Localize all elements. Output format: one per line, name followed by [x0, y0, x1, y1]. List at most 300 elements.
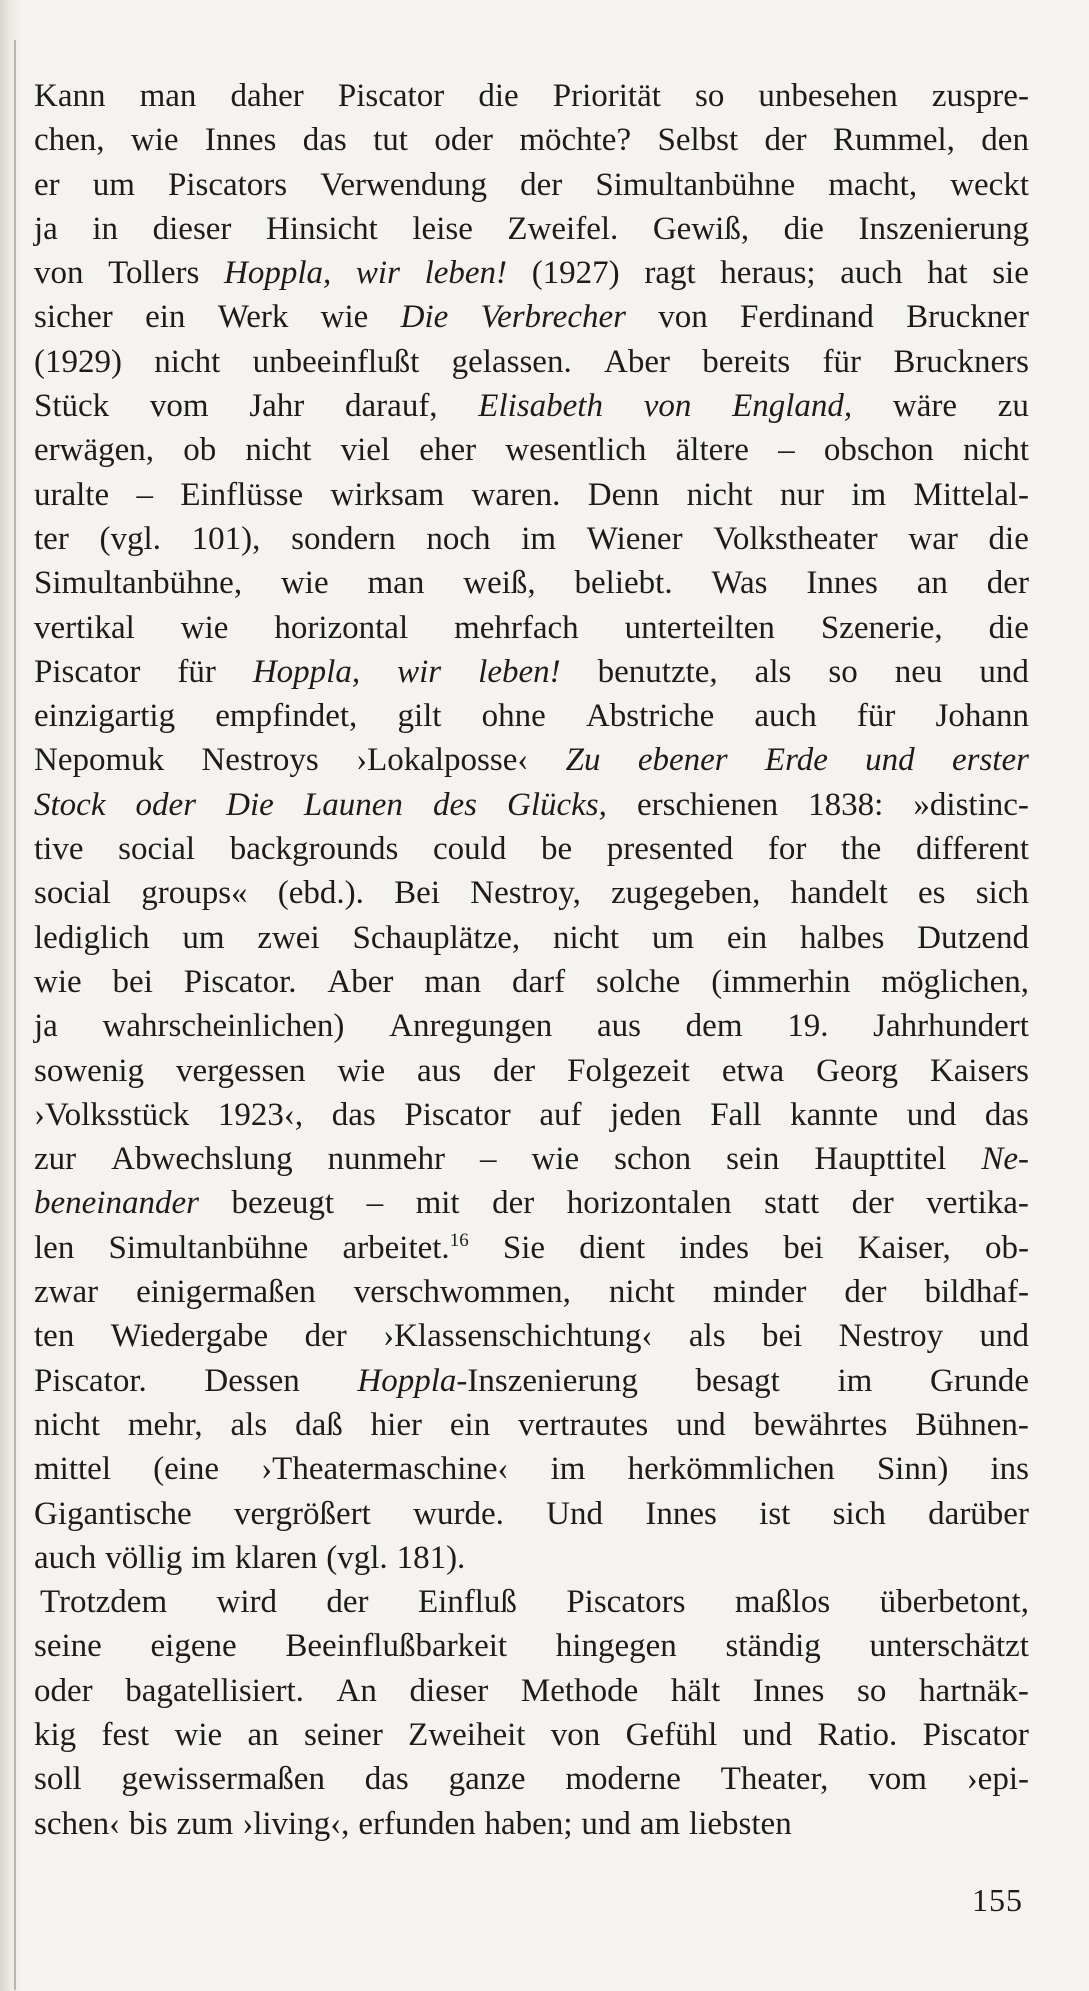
word	[34, 1093, 189, 1137]
word	[383, 1314, 652, 1358]
text-line	[34, 916, 1029, 960]
word	[928, 1492, 1029, 1536]
word	[553, 74, 661, 118]
text-fragment: sie	[992, 255, 1029, 292]
text-fragment: bis	[129, 1805, 168, 1842]
text-fragment: ohne	[481, 698, 546, 735]
word	[711, 561, 767, 605]
text-fragment: oder	[34, 1672, 93, 1709]
text-fragment: um	[182, 919, 225, 956]
text-fragment: Priorität	[552, 78, 661, 114]
text-fragment: Bei	[394, 875, 440, 912]
text-fragment: vertika-	[926, 1185, 1029, 1222]
italic-text: Glücks,	[507, 786, 607, 823]
word	[231, 74, 304, 118]
word	[242, 1802, 349, 1846]
word	[249, 384, 304, 428]
text-fragment: wie	[130, 122, 179, 159]
italic-text: Launen	[303, 786, 403, 823]
word	[304, 1713, 383, 1757]
text-fragment: erschienen	[636, 786, 779, 823]
word	[873, 1004, 1029, 1048]
word	[586, 694, 714, 738]
word	[893, 384, 957, 428]
text-fragment: Tollers	[108, 255, 200, 292]
word	[519, 118, 631, 162]
word	[412, 207, 472, 251]
italic-text: wir	[355, 255, 400, 292]
word	[579, 1226, 645, 1270]
text-fragment: bagatellisiert.	[125, 1672, 304, 1709]
text-fragment: An	[336, 1672, 377, 1709]
italic-text: beneinander	[34, 1185, 199, 1222]
text-line	[34, 1359, 1029, 1403]
word	[720, 251, 815, 295]
word	[711, 960, 850, 1004]
text-line	[34, 517, 1029, 561]
word	[915, 1403, 1029, 1447]
word	[305, 1314, 347, 1358]
word	[808, 783, 883, 827]
italic-text: Ne-	[981, 1141, 1029, 1178]
text-fragment: Simultanbühne,	[34, 565, 243, 602]
text-line	[34, 1093, 1029, 1137]
text-fragment: darf	[511, 963, 566, 1000]
word	[326, 1580, 368, 1624]
text-fragment: Piscators	[566, 1584, 686, 1621]
word	[433, 783, 477, 827]
word	[918, 871, 946, 915]
word	[908, 517, 957, 561]
text-fragment: Theater,	[720, 1761, 829, 1798]
word	[34, 960, 82, 1004]
text-fragment: von	[550, 1716, 601, 1753]
word	[418, 1580, 517, 1624]
text-fragment: »distinc-	[913, 786, 1029, 823]
text-fragment: Mittelal-	[913, 476, 1029, 513]
text-fragment: für	[177, 653, 216, 690]
text-fragment: den	[981, 122, 1029, 159]
word	[870, 1624, 1029, 1668]
text-fragment: wesentlich	[505, 432, 647, 469]
text-fragment: das	[302, 122, 347, 159]
text-fragment: wie	[174, 1716, 223, 1753]
word	[454, 606, 579, 650]
italic-text: leben!	[478, 653, 561, 690]
text-line	[34, 1004, 1029, 1048]
text-fragment: ten	[34, 1318, 75, 1355]
word	[261, 1447, 508, 1491]
text-fragment: Piscator.	[183, 963, 297, 1000]
word	[274, 606, 408, 650]
word	[722, 1049, 784, 1093]
text-line	[34, 1137, 1029, 1181]
text-fragment: hält	[670, 1672, 721, 1709]
text-fragment: nicht	[245, 432, 312, 469]
text-fragment: sich	[975, 875, 1029, 912]
text-fragment: eigene	[150, 1628, 237, 1665]
text-fragment: vergrößert	[233, 1495, 371, 1532]
text-fragment: Gewiß,	[652, 210, 750, 247]
word	[817, 1713, 897, 1757]
word	[34, 1713, 76, 1757]
text-fragment: waren.	[471, 476, 561, 513]
word	[34, 517, 69, 561]
word	[917, 916, 1029, 960]
text-fragment: als	[754, 653, 792, 690]
text-fragment: 101),	[191, 520, 261, 557]
text-fragment: auch	[34, 1539, 97, 1576]
word	[150, 384, 209, 428]
word	[34, 251, 84, 295]
word	[556, 1624, 677, 1668]
text-fragment: bildhaf-	[924, 1274, 1029, 1311]
word	[597, 1004, 641, 1048]
word	[154, 340, 220, 384]
word	[321, 295, 369, 339]
word	[452, 340, 572, 384]
text-fragment: Johann	[935, 698, 1029, 735]
text-fragment: –	[366, 1185, 384, 1222]
text-fragment: nicht	[686, 476, 753, 513]
text-fragment: ganze	[448, 1761, 526, 1798]
text-fragment: für	[822, 343, 862, 380]
text-fragment: auch	[840, 255, 903, 292]
word	[136, 473, 153, 517]
word	[505, 428, 646, 472]
text-fragment: wie	[337, 1052, 386, 1089]
text-fragment: weiß,	[463, 565, 536, 602]
text-fragment: erwägen,	[34, 432, 155, 469]
text-fragment: als	[230, 1406, 268, 1443]
text-fragment: Simultanbühne	[595, 166, 796, 203]
text-fragment: die	[988, 520, 1029, 557]
text-fragment: Anregungen	[389, 1008, 553, 1045]
italic-text: Hoppla,	[252, 653, 361, 690]
word	[906, 295, 1029, 339]
word	[721, 1757, 829, 1801]
word	[34, 473, 109, 517]
text-fragment: ter	[34, 520, 69, 557]
text-fragment: indes	[679, 1229, 750, 1266]
word	[980, 1314, 1030, 1358]
text-fragment: wie	[180, 609, 229, 646]
word	[136, 1270, 316, 1314]
text-fragment: kig	[34, 1716, 77, 1753]
text-line	[34, 1181, 1029, 1225]
text-fragment: ständig	[725, 1628, 821, 1665]
text-fragment: klaren	[234, 1539, 318, 1576]
word	[725, 1624, 820, 1668]
word	[566, 1580, 685, 1624]
word	[93, 163, 135, 207]
word	[480, 1137, 497, 1181]
text-fragment: (eine	[153, 1451, 220, 1488]
word	[840, 251, 902, 295]
word	[183, 428, 216, 472]
word	[596, 960, 680, 1004]
text-fragment: chen,	[34, 122, 105, 159]
word	[257, 916, 319, 960]
text-fragment: Abstriche	[585, 698, 715, 735]
word	[695, 74, 724, 118]
binding-gutter	[0, 0, 22, 1991]
word	[478, 384, 603, 428]
text-fragment: leise	[412, 210, 473, 247]
text-fragment: mehr,	[127, 1406, 203, 1443]
text-fragment: Dutzend	[917, 919, 1029, 956]
text-fragment: schon	[614, 1141, 692, 1178]
text-fragment: Kaiser,	[857, 1229, 951, 1266]
word	[967, 1757, 1029, 1801]
word	[367, 1181, 384, 1225]
word	[917, 561, 948, 605]
text-fragment: nicht	[553, 919, 619, 956]
word	[34, 1137, 76, 1181]
text-fragment: (immerhin	[711, 963, 851, 1000]
text-fragment: 19.	[787, 1008, 829, 1045]
word	[253, 650, 360, 694]
text-fragment: ›Lokalposse‹	[356, 742, 529, 779]
word	[113, 960, 153, 1004]
word	[754, 694, 816, 738]
word	[426, 517, 490, 561]
word	[764, 1181, 819, 1225]
word	[567, 1049, 690, 1093]
text-fragment: war	[908, 520, 958, 557]
word	[765, 118, 807, 162]
text-line	[34, 251, 1029, 295]
word	[217, 1580, 278, 1624]
word	[34, 916, 149, 960]
text-fragment: heraus;	[720, 255, 816, 292]
text-fragment: Simultanbühne	[108, 1229, 309, 1266]
text-fragment: (ebd.).	[277, 875, 364, 912]
word	[595, 163, 795, 207]
text-fragment: sicher	[34, 299, 113, 336]
text-fragment: um	[651, 919, 694, 956]
word	[881, 960, 1029, 1004]
word	[735, 1580, 830, 1624]
text-fragment: gelassen.	[451, 343, 572, 380]
text-fragment: the	[841, 831, 882, 868]
word	[566, 738, 601, 782]
word	[201, 738, 318, 782]
text-fragment: could	[433, 831, 507, 868]
italic-text: und	[865, 742, 915, 779]
text-fragment: 181).	[396, 1539, 466, 1576]
word	[587, 517, 683, 561]
word	[987, 561, 1029, 605]
word	[303, 118, 347, 162]
word	[235, 1536, 317, 1580]
text-fragment: ein	[449, 1406, 491, 1443]
text-fragment: backgrounds	[229, 831, 399, 868]
text-fragment: ist	[759, 1495, 791, 1532]
text-fragment: die	[478, 78, 519, 114]
text-line	[34, 1403, 1029, 1447]
text-fragment: unbesehen	[758, 78, 898, 114]
text-fragment: Selbst	[657, 122, 739, 159]
text-fragment: man	[424, 963, 482, 1000]
text-fragment: presented	[606, 831, 734, 868]
text-fragment: zwei	[257, 919, 320, 956]
word	[877, 1447, 949, 1491]
text-fragment: (vgl.	[326, 1539, 388, 1576]
text-fragment: Aber	[604, 343, 670, 380]
word	[998, 384, 1029, 428]
word	[34, 118, 105, 162]
text-line	[34, 1757, 1029, 1801]
text-fragment: der	[493, 1052, 536, 1089]
text-fragment: unterschätzt	[869, 1628, 1029, 1665]
text-fragment: dient	[579, 1229, 646, 1266]
text-fragment: horizontal	[274, 609, 409, 646]
word	[281, 561, 329, 605]
word	[100, 517, 161, 561]
word	[177, 650, 215, 694]
text-fragment: der	[520, 166, 563, 203]
text-fragment: ›Klassenschichtung‹	[383, 1318, 653, 1355]
text-fragment: aus	[596, 1008, 641, 1045]
word	[122, 1757, 325, 1801]
word	[981, 1137, 1029, 1181]
word	[865, 738, 915, 782]
text-fragment: und	[979, 1318, 1029, 1355]
text-fragment: ob-	[984, 1229, 1029, 1266]
word	[611, 871, 760, 915]
word	[337, 1669, 377, 1713]
word	[245, 428, 311, 472]
text-fragment: im	[191, 1539, 226, 1576]
text-fragment: Nestroy,	[470, 875, 581, 912]
word	[518, 1403, 648, 1447]
word	[419, 428, 476, 472]
italic-text: England,	[732, 388, 853, 425]
text-fragment: Bühnen-	[915, 1406, 1029, 1443]
text-fragment: und	[979, 653, 1029, 690]
text-fragment: sowenig	[34, 1052, 144, 1089]
word	[841, 827, 881, 871]
word	[357, 1359, 637, 1403]
text-fragment: liebsten	[689, 1805, 792, 1842]
text-fragment: wurde.	[413, 1495, 504, 1532]
word	[102, 1713, 150, 1757]
text-fragment: wird	[216, 1584, 278, 1621]
text-fragment: im	[550, 1451, 586, 1488]
word	[327, 960, 393, 1004]
word	[151, 1624, 237, 1668]
text-fragment: dieser	[409, 1672, 489, 1709]
word	[687, 473, 753, 517]
text-fragment: unbeeinflußt	[252, 343, 420, 380]
text-fragment: hat	[927, 255, 968, 292]
word	[985, 1093, 1029, 1137]
word	[341, 428, 390, 472]
word	[787, 1004, 828, 1048]
word	[129, 1802, 168, 1846]
text-fragment: Hinsicht	[265, 210, 378, 247]
text-line	[34, 118, 1029, 162]
text-fragment: bereits	[702, 343, 791, 380]
text-fragment: man	[367, 565, 425, 602]
word	[34, 384, 109, 428]
word	[732, 384, 852, 428]
text-fragment: so	[857, 1672, 887, 1709]
text-fragment: Ferdinand	[740, 299, 874, 336]
word	[989, 606, 1029, 650]
text-line	[34, 1270, 1029, 1314]
text-fragment: ja	[34, 1008, 58, 1045]
text-fragment: horizontalen	[566, 1185, 732, 1222]
word	[34, 1359, 147, 1403]
text-fragment: das	[331, 1096, 376, 1133]
word	[34, 561, 242, 605]
word	[610, 1093, 681, 1137]
text-fragment: ins	[990, 1451, 1029, 1488]
word	[184, 960, 297, 1004]
word	[581, 1802, 631, 1846]
word	[790, 1093, 878, 1137]
word	[111, 1314, 268, 1358]
word	[368, 561, 425, 605]
text-fragment: hartnäk-	[918, 1672, 1029, 1709]
word	[205, 118, 276, 162]
text-fragment: das	[984, 1096, 1029, 1133]
word	[463, 561, 535, 605]
word	[780, 473, 824, 517]
word	[34, 1447, 111, 1491]
text-fragment: Innes	[204, 122, 277, 159]
text-fragment: nicht	[963, 432, 1029, 469]
word	[345, 384, 438, 428]
text-line	[34, 74, 1029, 118]
text-fragment: Zweifel.	[507, 210, 619, 247]
text-fragment: der	[844, 1274, 887, 1311]
text-fragment: Nestroy	[838, 1318, 944, 1355]
text-fragment: Ratio.	[817, 1716, 898, 1753]
text-fragment: zuspre-	[931, 78, 1029, 114]
text-fragment: maßlos	[734, 1584, 831, 1621]
word	[231, 1181, 334, 1225]
text-fragment: auf	[539, 1096, 582, 1133]
text-fragment: zur	[34, 1141, 77, 1178]
italic-text: Erde	[764, 742, 828, 779]
italic-text: wir	[397, 653, 442, 690]
word	[354, 1270, 571, 1314]
text-fragment: vom	[149, 388, 209, 425]
word	[34, 827, 83, 871]
word	[828, 650, 857, 694]
word	[507, 207, 618, 251]
text-fragment: Innes	[752, 1672, 825, 1709]
text-fragment: Jahr	[249, 388, 305, 425]
paragraph	[34, 1580, 1029, 1846]
word	[689, 1314, 726, 1358]
text-fragment: Schauplätze,	[352, 919, 521, 956]
text-fragment: Wiedergabe	[110, 1318, 269, 1355]
text-fragment: Fall	[710, 1096, 762, 1133]
text-fragment: die	[783, 210, 824, 247]
word	[859, 207, 1029, 251]
text-fragment: daß	[295, 1406, 343, 1443]
word	[551, 1713, 601, 1757]
word	[352, 916, 520, 960]
word	[727, 916, 767, 960]
word	[492, 1181, 534, 1225]
text-fragment: Stück	[34, 388, 110, 425]
word	[417, 1049, 461, 1093]
